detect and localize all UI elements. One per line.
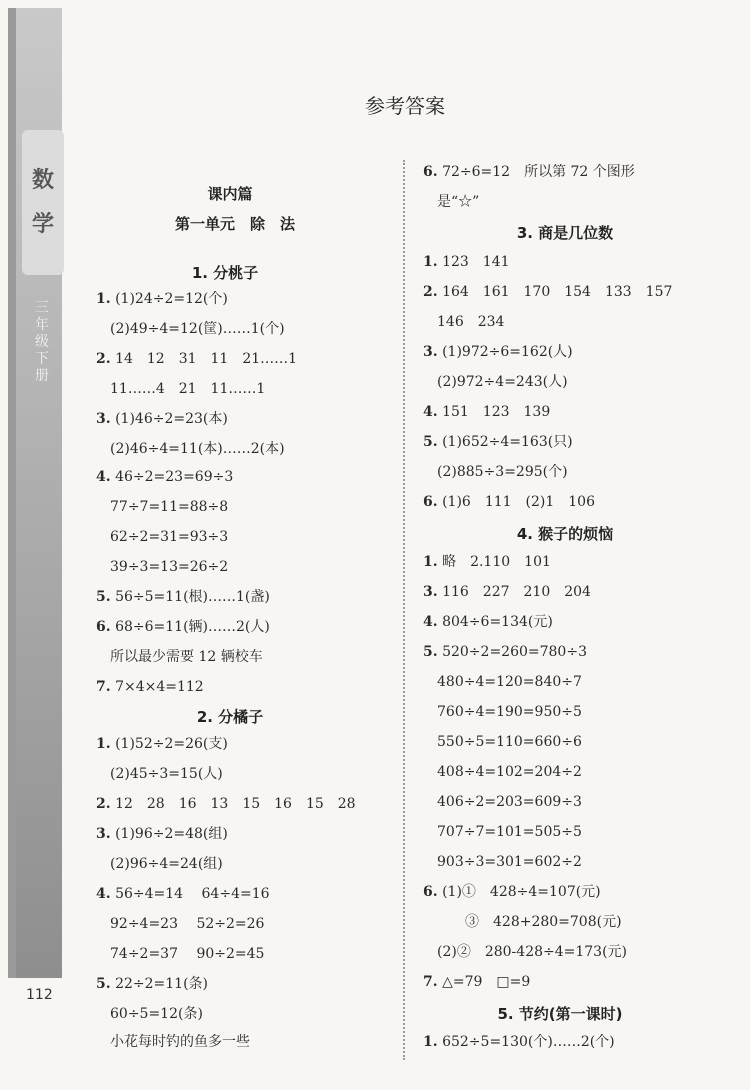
answer-text: 略 2.110 101	[442, 554, 551, 570]
answer-line	[96, 794, 356, 814]
answer-line	[96, 587, 270, 607]
subject-label	[22, 130, 64, 275]
answer-line	[96, 467, 233, 487]
item-number: 5.	[96, 976, 111, 992]
answer-text: 707÷7=101=505÷5	[437, 824, 582, 840]
answer-text: 74÷2=37 90÷2=45	[110, 946, 265, 962]
answer-line	[423, 462, 568, 482]
answer-text: 56÷5=11(根)……1(盏)	[115, 589, 270, 605]
item-number: 6.	[423, 884, 438, 900]
answer-line	[423, 612, 553, 632]
item-number: 7.	[423, 974, 438, 990]
answer-line	[96, 409, 228, 429]
answer-line	[423, 162, 635, 182]
item-number: 4.	[96, 469, 111, 485]
answer-text: 11……4 21 11……1	[110, 381, 266, 397]
item-number: 4.	[423, 404, 438, 420]
item-number: 4.	[96, 886, 111, 902]
answer-text: 760÷4=190=950÷5	[437, 704, 582, 720]
item-number: 3.	[423, 344, 438, 360]
answer-line	[423, 342, 573, 362]
answer-text: 77÷7=11=88÷8	[110, 499, 229, 515]
answer-line	[423, 642, 587, 662]
answer-text: (1)96÷2=48(组)	[115, 826, 228, 842]
answer-line	[423, 702, 582, 722]
answer-line	[423, 552, 551, 572]
item-number: 1.	[96, 291, 111, 307]
answer-text: 92÷4=23 52÷2=26	[110, 916, 265, 932]
sidebar-strip	[8, 8, 16, 978]
answer-text: 804÷6=134(元)	[442, 614, 553, 630]
answer-line	[423, 372, 568, 392]
answer-line	[423, 792, 582, 812]
lesson-heading-1: 1. 分桃子	[191, 264, 259, 282]
answer-text: 480÷4=120=840÷7	[437, 674, 582, 690]
answer-text: (2)885÷3=295(个)	[437, 464, 568, 480]
answer-text: (1)652÷4=163(只)	[442, 434, 573, 450]
answer-text: 14 12 31 11 21……1	[115, 351, 298, 367]
answer-line	[96, 1032, 250, 1052]
answer-text: (2)49÷4=12(筐)……1(个)	[110, 321, 285, 337]
item-number: 3.	[96, 411, 111, 427]
item-number: 2.	[96, 796, 111, 812]
answer-line	[96, 527, 228, 547]
answer-text: 550÷5=110=660÷6	[437, 734, 582, 750]
answer-text: 406÷2=203=609÷3	[437, 794, 582, 810]
answer-line	[96, 557, 228, 577]
answer-text: (1)52÷2=26(支)	[115, 736, 228, 752]
answer-text: (2)46÷4=11(本)……2(本)	[110, 441, 285, 457]
subject-char-1: 数	[31, 167, 54, 193]
item-number: 1.	[423, 1034, 438, 1050]
answer-line	[96, 1004, 203, 1024]
answer-text: 56÷4=14 64÷4=16	[115, 886, 270, 902]
answer-text: (1)① 428÷4=107(元)	[442, 884, 601, 900]
answer-text: (1)972÷6=162(人)	[442, 344, 573, 360]
item-number: 5.	[423, 434, 438, 450]
answer-line	[423, 192, 479, 212]
page-number: 112	[26, 987, 53, 1003]
answer-text: 408÷4=102=204÷2	[437, 764, 582, 780]
answer-text: 164 161 170 154 133 157	[442, 284, 673, 300]
lesson-heading-4: 4. 猴子的烦恼	[516, 525, 614, 543]
answer-text: 60÷5=12(条)	[110, 1006, 203, 1022]
answer-line	[96, 974, 208, 994]
item-number: 1.	[423, 254, 438, 270]
answer-line	[423, 492, 595, 512]
lesson-heading-2: 2. 分橘子	[196, 708, 264, 726]
answer-text: 72÷6=12 所以第 72 个图形	[442, 164, 635, 180]
item-number: 4.	[423, 614, 438, 630]
answer-text: 7×4×4=112	[115, 679, 204, 695]
answer-line	[96, 854, 223, 874]
page-title: 参考答案	[365, 94, 445, 118]
answer-line	[96, 497, 228, 517]
answer-text: (2)96÷4=24(组)	[110, 856, 223, 872]
answer-text: 520÷2=260=780÷3	[442, 644, 587, 660]
answer-text: (2)45÷3=15(人)	[110, 766, 223, 782]
item-number: 3.	[423, 584, 438, 600]
answer-line	[423, 252, 510, 272]
answer-line	[423, 762, 582, 782]
answer-line	[96, 824, 228, 844]
answer-line	[423, 402, 550, 422]
answer-line	[423, 912, 622, 932]
answer-line	[423, 732, 582, 752]
item-number: 7.	[96, 679, 111, 695]
answer-text: 12 28 16 13 15 16 15 28	[115, 796, 356, 812]
answer-line	[423, 432, 573, 452]
answer-line	[96, 647, 263, 667]
section-heading: 课内篇	[207, 185, 253, 203]
lesson-heading-5: 5. 节约(第一课时)	[497, 1005, 623, 1023]
answer-text: (2)972÷4=243(人)	[437, 374, 568, 390]
answer-line	[423, 1032, 615, 1052]
item-number: 5.	[96, 589, 111, 605]
answer-text: 39÷3=13=26÷2	[110, 559, 229, 575]
answer-text: (1)46÷2=23(本)	[115, 411, 228, 427]
answer-text: 46÷2=23=69÷3	[115, 469, 234, 485]
answer-line	[96, 617, 270, 637]
answer-text: 652÷5=130(个)……2(个)	[442, 1034, 615, 1050]
answer-line	[96, 734, 228, 754]
answer-text: (2)② 280-428÷4=173(元)	[437, 944, 628, 960]
grade-label: 三年级下册	[35, 300, 49, 384]
answer-text: ③ 428+280=708(元)	[437, 914, 622, 930]
answer-line	[96, 677, 204, 697]
item-number: 5.	[423, 644, 438, 660]
column-divider	[403, 160, 405, 1060]
answer-text: 22÷2=11(条)	[115, 976, 208, 992]
subject-char-2: 学	[31, 211, 54, 237]
answer-text: 68÷6=11(辆)……2(人)	[115, 619, 270, 635]
item-number: 2.	[96, 351, 111, 367]
answer-line	[423, 942, 627, 962]
answer-text: 116 227 210 204	[442, 584, 591, 600]
answer-line	[423, 312, 504, 332]
answer-text: △=79 □=9	[442, 974, 531, 990]
answer-text: 所以最少需要 12 辆校车	[110, 649, 263, 665]
item-number: 6.	[423, 164, 438, 180]
unit-heading: 第一单元 除 法	[174, 215, 295, 233]
answer-text: (1)24÷2=12(个)	[115, 291, 228, 307]
answer-line	[96, 439, 285, 459]
answer-text: 903÷3=301=602÷2	[437, 854, 582, 870]
answer-text: 小花每时钓的鱼多一些	[110, 1034, 250, 1050]
answer-line	[96, 884, 270, 904]
answer-line	[96, 319, 285, 339]
item-number: 6.	[96, 619, 111, 635]
answer-line	[423, 972, 530, 992]
answer-line	[423, 852, 582, 872]
item-number: 3.	[96, 826, 111, 842]
answer-line	[96, 914, 264, 934]
answer-line	[96, 944, 264, 964]
item-number: 1.	[423, 554, 438, 570]
answer-line	[423, 282, 672, 302]
answer-line	[96, 289, 228, 309]
item-number: 6.	[423, 494, 438, 510]
answer-line	[423, 582, 591, 602]
answer-line	[423, 822, 582, 842]
answer-text: 146 234	[437, 314, 505, 330]
answer-line	[96, 379, 265, 399]
answer-line	[96, 764, 223, 784]
answer-text: 是“☆”	[437, 194, 480, 210]
answer-text: 62÷2=31=93÷3	[110, 529, 229, 545]
answer-line	[96, 349, 297, 369]
answer-text: 123 141	[442, 254, 510, 270]
answer-text: 151 123 139	[442, 404, 551, 420]
item-number: 1.	[96, 736, 111, 752]
answer-line	[423, 882, 601, 902]
answer-text: (1)6 111 (2)1 106	[442, 494, 595, 510]
answer-line	[423, 672, 582, 692]
item-number: 2.	[423, 284, 438, 300]
lesson-heading-3: 3. 商是几位数	[516, 224, 614, 242]
